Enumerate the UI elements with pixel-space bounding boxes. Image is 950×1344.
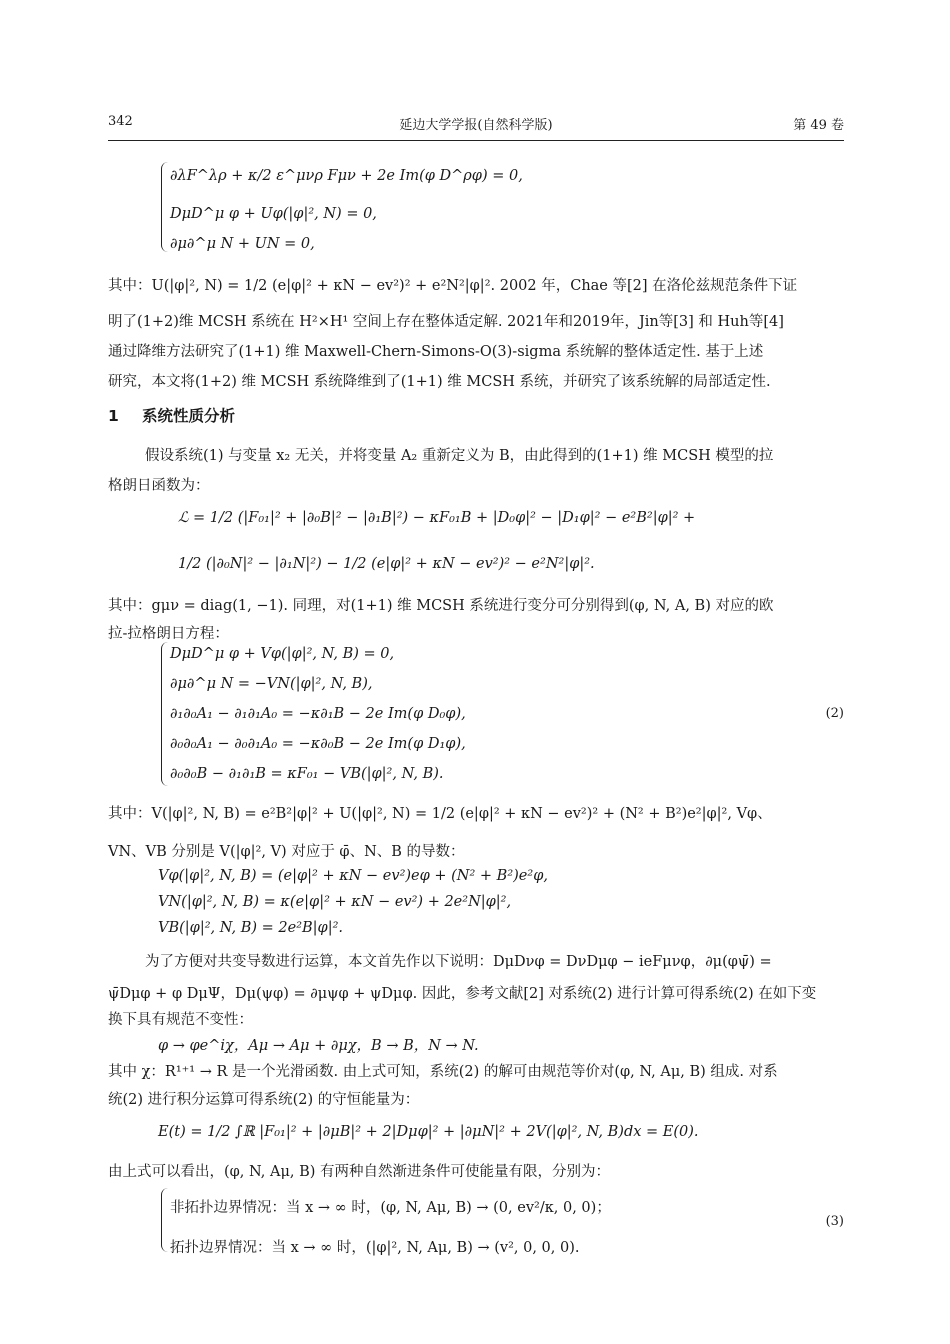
lagrangian-line-2: 1/2 (|∂₀N|² − |∂₁N|²) − 1/2 (e|φ|² + κN − ev²)² − e²N²|φ|². [178,556,595,572]
para7: 由上式可以看出，(φ, N, Aμ, B) 有两种自然渐进条件可使能量有限，分别为： [108,1164,611,1180]
para1-line-3: 通过降维方法研究了(1+1) 维 Maxwell-Chern-Simons-O(3)-sigma 系统解的整体适定性. 基于上述 [108,344,764,360]
para1-line-1: 其中：U(|φ|², N) = 1/2 (e|φ|² + κN − ev²)² + e²N²|φ|². 2002 年，Chae 等[2] 在洛伦兹规范条件下证 [108,278,798,294]
system2-eq-3: ∂₁∂₀A₁ − ∂₁∂₁A₀ = −κ∂₁B − 2e Im(φ D₀φ), [170,706,466,722]
condition-topological: 拓扑边界情况：当 x → ∞ 时，(|φ|², N, Aμ, B) → (v², 0, 0, 0). [170,1240,580,1256]
header-rule [108,140,844,141]
system2-eq-5: ∂₀∂₀B − ∂₁∂₁B = κF₀₁ − VB(|φ|², N, B). [170,766,444,782]
volume-label: 第 49 卷 [793,118,844,133]
derivative-v-b: VB(|φ|², N, B) = 2e²B|φ|². [158,920,344,936]
para1-line-2: 明了(1+2)维 MCSH 系统在 H²×H¹ 空间上存在整体适定解. 2021年和2019年，Jin等[3] 和 Huh等[4] [108,314,784,330]
system2-eq-1: DμD^μ φ + Vφ(|φ|², N, B) = 0, [170,646,395,662]
system1-eq-2: DμD^μ φ + Uφ(|φ|², N) = 0, [170,206,377,222]
system1-eq-1: ∂λF^λρ + κ/2 ε^μνρ Fμν + 2e Im(φ D^ρφ) = 0, [170,168,523,184]
para3-line-1: 其中：gμν = diag(1, −1). 同理，对(1+1) 维 MCSH 系统进行变分可分别得到(φ, N, A, B) 对应的欧 [108,598,774,614]
equation-number-3: (3) [825,1214,844,1229]
system2-eq-4: ∂₀∂₀A₁ − ∂₀∂₁A₀ = −κ∂₀B − 2e Im(φ D₁φ), [170,736,466,752]
conserved-energy: E(t) = 1/2 ∫ℝ |F₀₁|² + |∂μB|² + 2|Dμφ|² + |∂μN|² + 2V(|φ|², N, B)dx = E(0). [158,1124,699,1140]
equation-number-2: (2) [825,706,844,721]
para5-line-1: 为了方便对共变导数进行运算，本文首先作以下说明：DμDνφ = DνDμφ − ieFμνφ，∂μ(φψ̄) = [145,954,772,970]
para6-line-2: 统(2) 进行积分运算可得系统(2) 的守恒能量为： [108,1092,420,1108]
derivative-v-phi: Vφ(|φ|², N, B) = (e|φ|² + κN − ev²)eφ + (N² + B²)e²φ, [158,868,548,884]
section-number: 1 [108,407,119,425]
page-number: 342 [108,114,133,129]
section-heading [108,404,235,426]
para5-line-2: ψ̄Dμφ + φ DμΨ，Dμ(ψφ) = ∂μψφ + ψDμφ. 因此，参考文献[2] 对系统(2) 进行计算可得系统(2) 在如下变 [108,986,817,1002]
system1-eq-3: ∂μ∂^μ N + UN = 0, [170,236,315,252]
system1-brace [161,162,168,252]
para2-line-2: 格朗日函数为： [108,478,210,494]
condition-nontopological: 非拓扑边界情况：当 x → ∞ 时，(φ, N, Aμ, B) → (0, ev²/κ, 0, 0)； [170,1200,611,1216]
running-header [108,112,844,136]
journal-title: 延边大学学报(自然科学版) [399,118,553,133]
section-title: 系统性质分析 [142,407,236,425]
para4-line-1: 其中：V(|φ|², N, B) = e²B²|φ|² + U(|φ|², N) = 1/2 (e|φ|² + κN − ev²)² + (N² + B²)e²|φ|², Vφ、 [108,806,772,822]
para6-line-1: 其中 χ：R¹⁺¹ → R 是一个光滑函数. 由上式可知，系统(2) 的解可由规范等价对(φ, N, Aμ, B) 组成. 对系 [108,1064,778,1080]
system2-brace [161,642,168,786]
lagrangian-line-1: ℒ = 1/2 (|F₀₁|² + |∂₀B|² − |∂₁B|²) − κF₀₁B + |D₀φ|² − |D₁φ|² − e²B²|φ|² + [178,510,696,526]
gauge-transform: φ → φe^iχ，Aμ → Aμ + ∂μχ，B → B，N → N. [158,1038,479,1054]
para3-line-2: 拉-拉格朗日方程： [108,626,229,642]
derivative-v-n: VN(|φ|², N, B) = κ(e|φ|² + κN − ev²) + 2e²N|φ|², [158,894,512,910]
para4-line-2: VN、VB 分别是 V(|φ|², V) 对应于 φ̄、N、B 的导数： [108,844,465,860]
conditions-brace [161,1188,168,1252]
para1-line-4: 研究，本文将(1+2) 维 MCSH 系统降维到了(1+1) 维 MCSH 系统，并研究了该系统解的局部适定性. [108,374,771,390]
para5-line-3: 换下具有规范不变性： [108,1012,253,1028]
system2-eq-2: ∂μ∂^μ N = −VN(|φ|², N, B), [170,676,373,692]
para2-line-1: 假设系统(1) 与变量 x₂ 无关，并将变量 A₂ 重新定义为 B，由此得到的(1+1) 维 MCSH 模型的拉 [145,448,774,464]
